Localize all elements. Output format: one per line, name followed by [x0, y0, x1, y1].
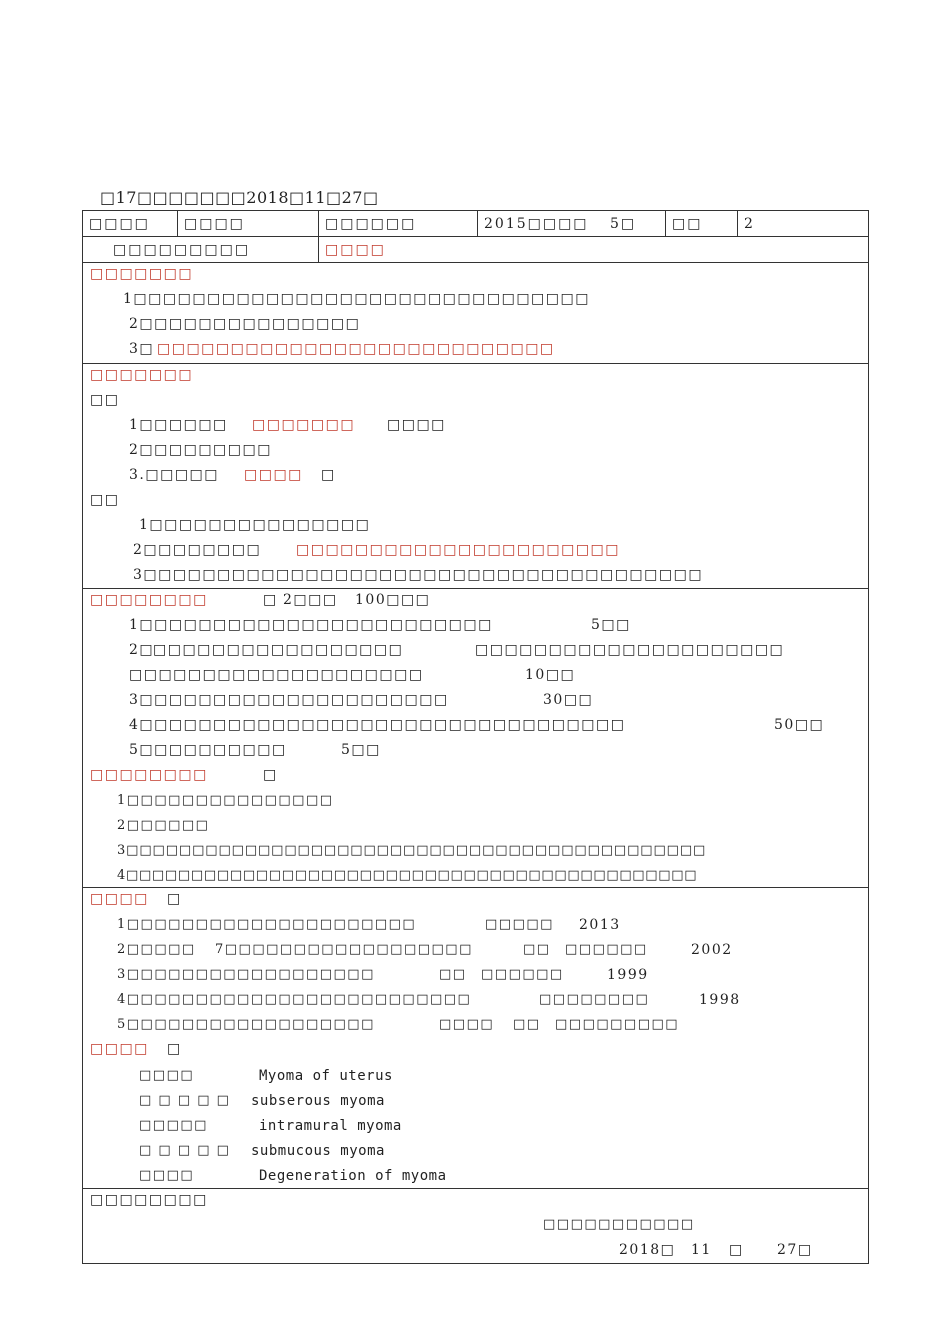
term-3-en: intramural myoma	[259, 1118, 402, 1134]
difficult-point-2-highlight: □□□□□□□□□□□□□□□□□□□□□□	[296, 542, 621, 558]
section-process	[83, 589, 869, 888]
info-row-1	[83, 211, 869, 237]
approval-year: 2018□	[619, 1242, 676, 1258]
section-process-count: 2□□□	[283, 592, 338, 608]
reference-5-author: □□□□	[439, 1017, 495, 1032]
key-point-3-highlight: □□□□	[244, 467, 303, 483]
section-references-heading: □□□□	[90, 891, 149, 907]
process-step-3: 3□□□□□□□□□□□□□□□□□□□□□	[129, 692, 449, 708]
info-cell-4-count: 5□	[610, 216, 637, 232]
section-approval-heading: □□□□□□□□	[90, 1192, 208, 1208]
section-references-paren: □	[167, 891, 182, 907]
objective-3-text: □□□□□□□□□□□□□□□□□□□□□□□□□□□	[157, 341, 555, 357]
term-5-zh: □□□□	[139, 1168, 195, 1183]
section-methods-heading: □□□□□□□□	[90, 767, 208, 783]
reference-2-publisher: □□□□□□	[565, 942, 648, 957]
reference-3: 3□□□□□□□□□□□□□□□□□□	[117, 967, 375, 982]
info-cell-3: □□□□□□	[319, 211, 478, 237]
key-point-2: 2□□□□□□□□□	[129, 442, 272, 458]
process-step-1-time: 5□□	[591, 617, 631, 633]
reference-5-publisher: □□□□□□□□□	[555, 1017, 680, 1032]
info-row-2	[83, 237, 869, 263]
process-step-1: 1□□□□□□□□□□□□□□□□□□□□□□□□	[129, 617, 493, 633]
process-step-2-time: 10□□	[525, 667, 576, 683]
process-step-2-num: 2□	[129, 642, 155, 658]
reference-3-year: 1999	[607, 967, 649, 983]
info-cell-6: 2	[738, 211, 869, 237]
section-key-points	[83, 364, 869, 589]
objective-1: 1□□□□□□□□□□□□□□□□□□□□□□□□□□□□□□□	[123, 291, 590, 307]
term-2-zh: □ □ □ □ □	[139, 1093, 231, 1108]
method-4: 4□□□□□□□□□□□□□□□□□□□□□□□□□□□□□□□□□□□□□□□□□□□□	[117, 868, 698, 883]
key-points-subheading: □□	[90, 392, 120, 408]
process-step-5: 5□□□□□□□□□□	[129, 742, 287, 758]
reference-1: 1□□□□□□□□□□□□□□□□□□□□□	[117, 917, 417, 932]
info-cell-5: □□	[666, 211, 738, 237]
reference-2-author: □□	[523, 942, 551, 957]
key-point-3-label: 3.□□□□□	[129, 467, 219, 483]
difficult-points-subheading: □□	[90, 492, 120, 508]
key-point-1-label: 1□□□□□□	[129, 417, 228, 433]
objective-3-num: 3□	[129, 341, 155, 357]
section-approval	[83, 1189, 869, 1264]
key-point-1-tail: □□□□	[387, 417, 446, 433]
key-point-1-highlight: □□□□□□□	[252, 417, 356, 433]
info-cell-2: □□□□	[178, 211, 319, 237]
term-1-en: Myoma of uterus	[259, 1068, 393, 1084]
key-point-3-tail: □	[321, 467, 336, 483]
document-title: □17□□□□□□□2018□11□27□	[100, 188, 379, 207]
info-row-2-value: □□□□	[319, 237, 869, 263]
section-terms-heading: □□□□	[90, 1041, 149, 1057]
term-1-zh: □□□□	[139, 1068, 195, 1083]
section-key-points-heading: □□□□□□□	[90, 367, 194, 383]
approval-day: 27□	[777, 1242, 813, 1258]
section-process-paren: □	[263, 592, 278, 608]
approval-signature: □□□□□□□□□□□	[543, 1217, 695, 1232]
approval-month-suffix: □	[729, 1242, 744, 1258]
section-objectives-heading: □□□□□□□	[90, 266, 194, 282]
difficult-point-1: 1□□□□□□□□□□□□□□□	[139, 517, 371, 533]
process-step-5-time: 5□□	[341, 742, 381, 758]
reference-3-author: □□	[439, 967, 467, 982]
reference-1-publisher: □□□□□	[485, 917, 554, 932]
info-cell-1: □□□□	[83, 211, 178, 237]
process-step-2-c: □□□□□□□□□□□□□□□□□□□□	[129, 667, 424, 683]
term-4-en: submucous myoma	[251, 1143, 385, 1159]
reference-2-title: 7□□□□□□□□□□□□□□□□□□	[215, 942, 473, 957]
reference-4-year: 1998	[699, 992, 741, 1008]
process-step-4: 4□□□□□□□□□□□□□□□□□□□□□□□□□□□□□□□□□	[129, 717, 626, 733]
section-methods-paren: □	[263, 767, 278, 783]
difficult-point-3: 3□□□□□□□□□□□□□□□□□□□□□□□□□□□□□□□□□□□□□□	[133, 567, 704, 583]
difficult-point-2-label: 2□□□□□□□□	[133, 542, 262, 558]
reference-5: 5□□□□□□□□□□□□□□□□□□	[117, 1017, 375, 1032]
section-process-heading: □□□□□□□□	[90, 592, 208, 608]
method-1: 1□□□□□□□□□□□□□□□	[117, 793, 334, 808]
approval-month: 11	[691, 1242, 712, 1258]
reference-3-publisher: □□□□□□	[481, 967, 564, 982]
section-process-minutes: 100□□□	[355, 592, 431, 608]
reference-5-editor: □□	[513, 1017, 541, 1032]
section-objectives	[83, 263, 869, 364]
info-cell-4-year: 2015□□□□	[484, 215, 589, 232]
method-2: 2□□□□□□	[117, 818, 210, 833]
reference-4: 4□□□□□□□□□□□□□□□□□□□□□□□□□	[117, 992, 472, 1007]
term-4-zh: □ □ □ □ □	[139, 1143, 231, 1158]
reference-2-year: 2002	[691, 942, 733, 958]
reference-4-publisher: □□□□□□□□	[539, 992, 650, 1007]
objective-2: 2□□□□□□□□□□□□□□□	[129, 316, 361, 332]
lesson-plan-table	[82, 210, 869, 1264]
section-terms-paren: □	[167, 1041, 182, 1057]
term-5-en: Degeneration of myoma	[259, 1168, 447, 1184]
reference-1-year: 2013	[579, 917, 621, 933]
process-step-3-time: 30□□	[543, 692, 594, 708]
term-3-zh: □□□□□	[139, 1118, 208, 1133]
section-references	[83, 888, 869, 1189]
process-step-2-b: □□□□□□□□□□□□□□□□□□□□□	[475, 642, 785, 658]
process-step-2-a: □□□□□□□□□□□□□□□□□	[153, 642, 404, 658]
term-2-en: subserous myoma	[251, 1093, 385, 1109]
info-row-2-label: □□□□□□□□□	[83, 237, 319, 263]
info-cell-4	[478, 211, 666, 237]
reference-2-num: 2□□□□□	[117, 942, 196, 957]
process-step-4-time: 50□□	[774, 717, 825, 733]
method-3: 3□□□□□□□□□□□□□□□□□□□□□□□□□□□□□□□□□□□□□□□□□□□□	[117, 843, 707, 858]
